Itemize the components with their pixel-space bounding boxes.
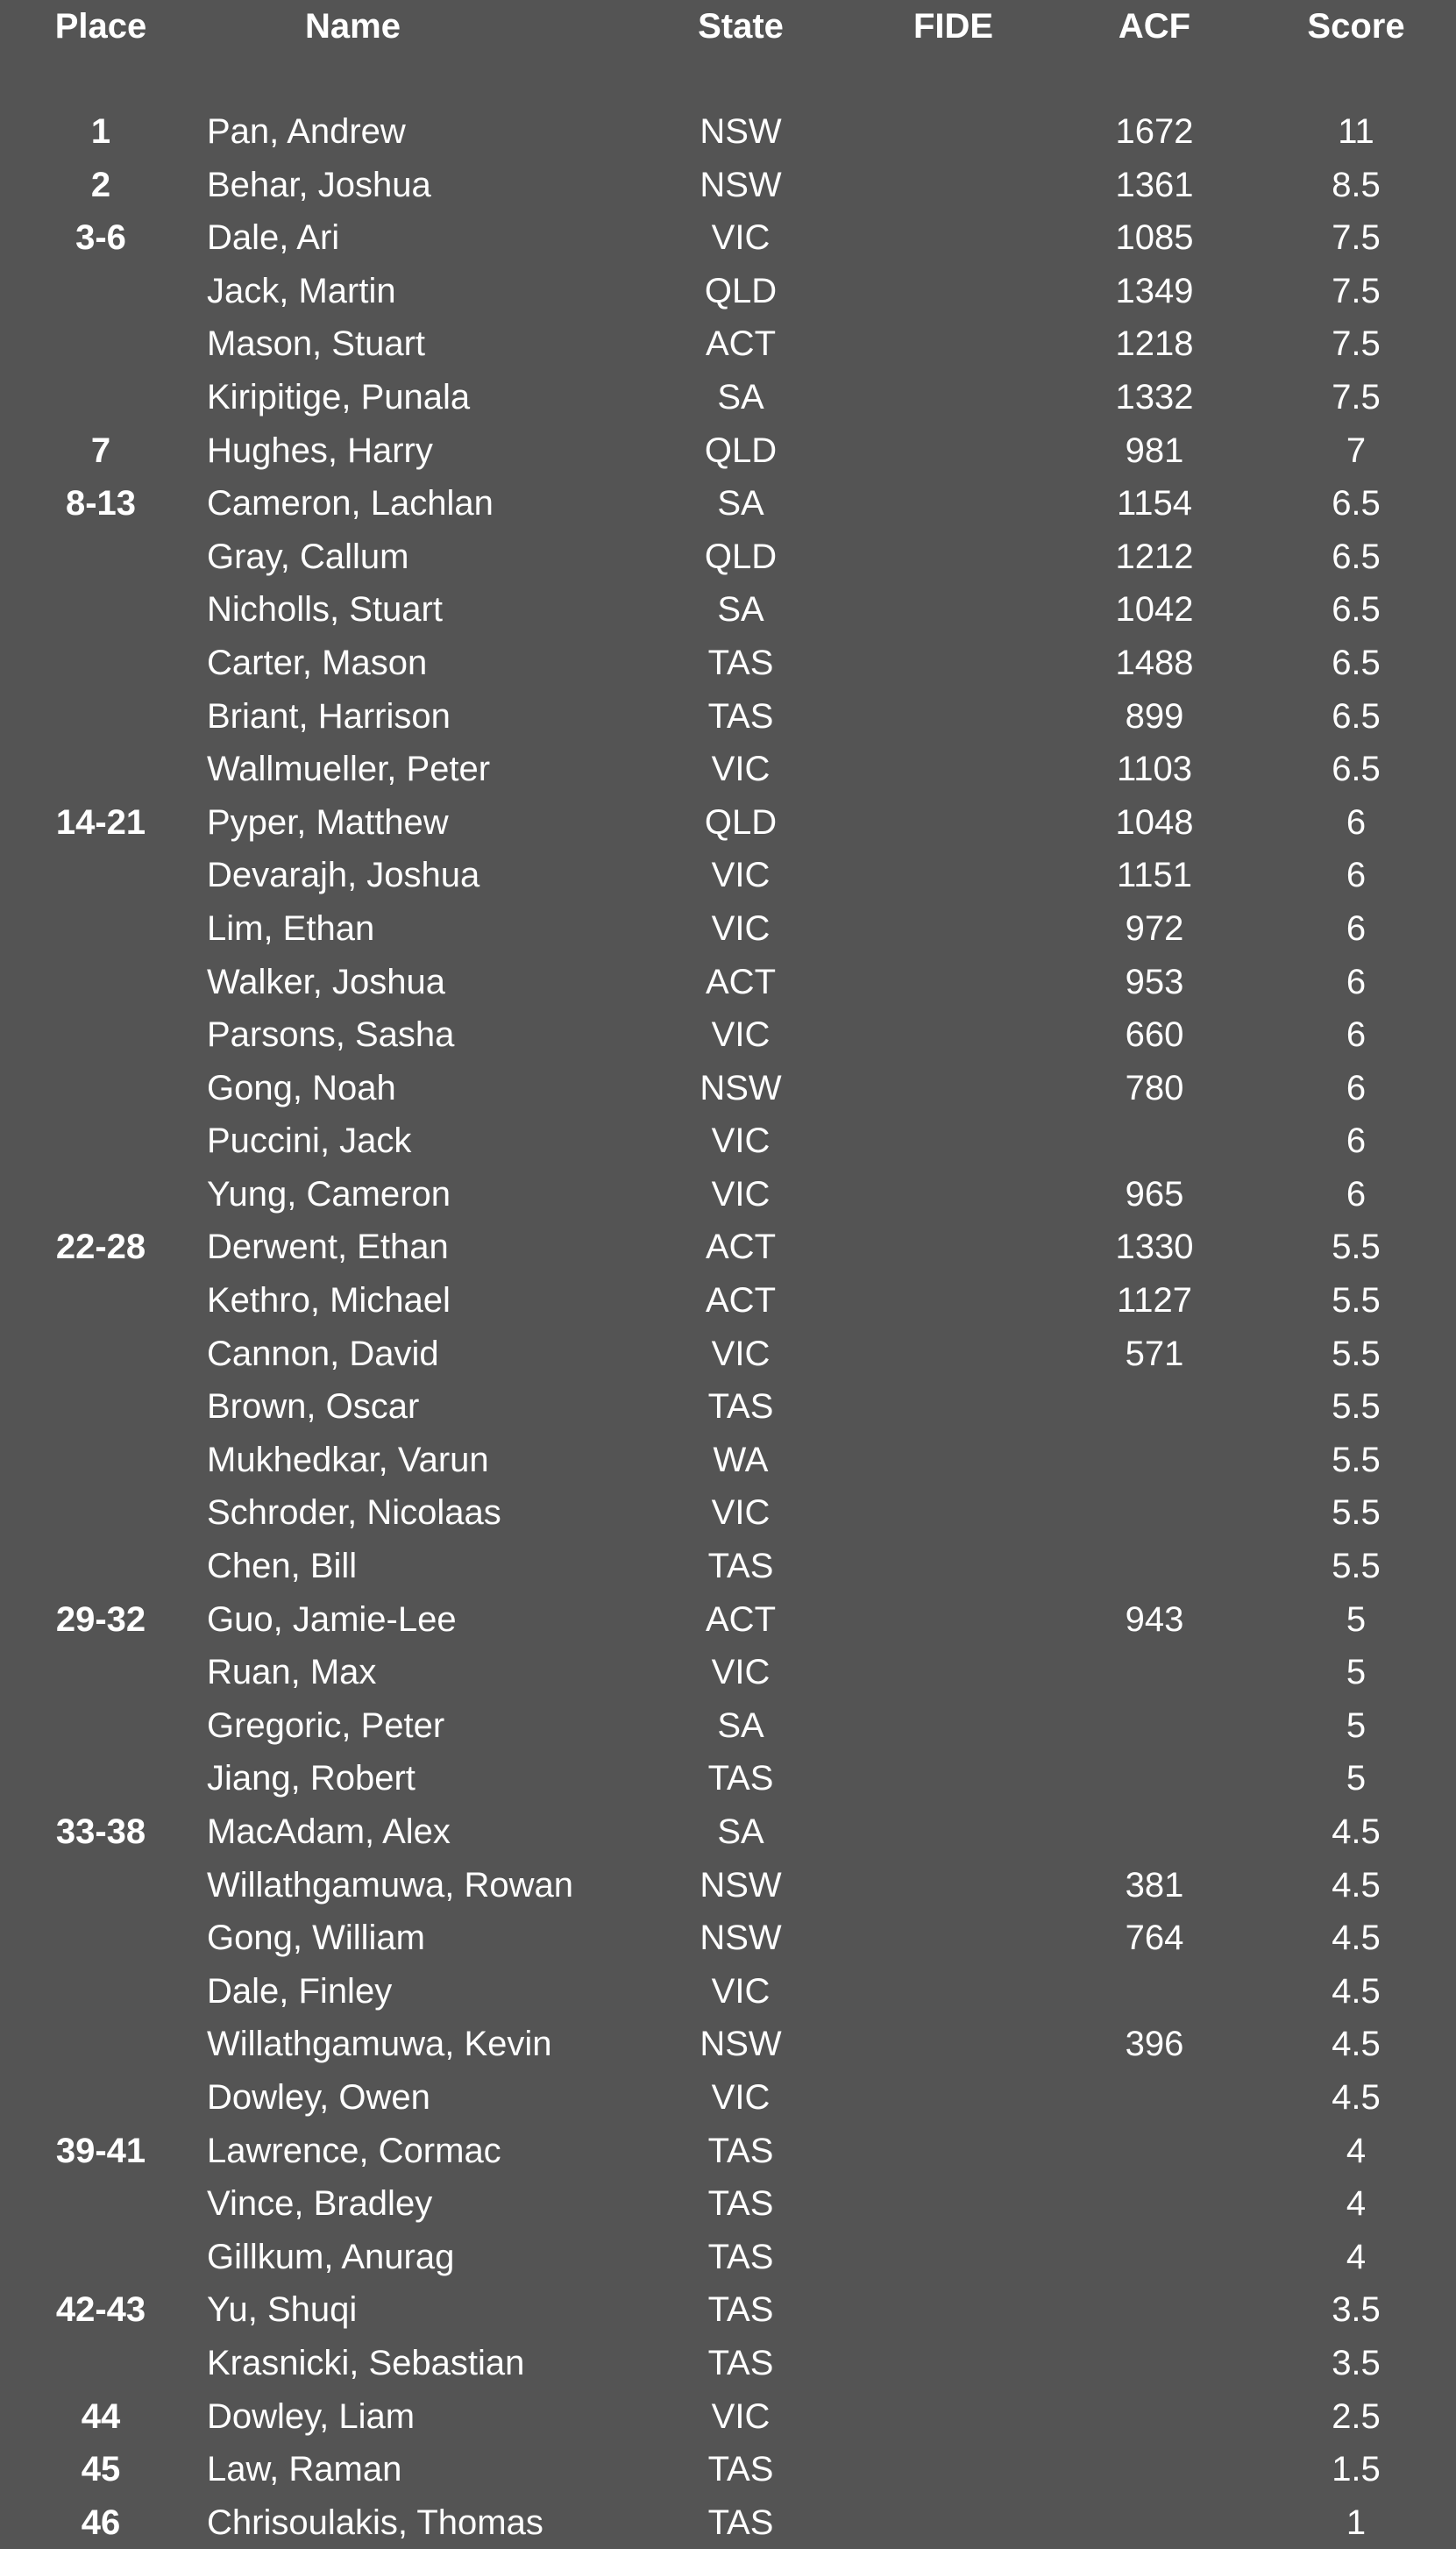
- score-cell: 4: [1346, 2131, 1367, 2170]
- acf-rating-cell: 1103: [1116, 750, 1192, 789]
- state-cell: NSW: [700, 112, 782, 151]
- score-cell: 5: [1346, 1599, 1367, 1639]
- acf-rating-cell: 571: [1125, 1334, 1184, 1373]
- acf-rating-cell: 660: [1125, 1015, 1184, 1055]
- table-row: [0, 1168, 1456, 1221]
- table-row: [0, 2071, 1456, 2125]
- score-cell: 5: [1346, 1653, 1367, 1692]
- name-cell: Gregoric, Peter: [207, 1705, 445, 1745]
- state-cell: SA: [717, 377, 764, 417]
- score-cell: 5.5: [1332, 1387, 1381, 1427]
- table-row: [0, 796, 1456, 850]
- name-cell: Lim, Ethan: [207, 908, 375, 948]
- acf-rating-cell: 1672: [1115, 112, 1194, 151]
- state-cell: QLD: [704, 537, 778, 576]
- acf-rating-cell: 981: [1125, 431, 1184, 470]
- name-cell: Ruan, Max: [207, 1653, 377, 1692]
- place-cell: 22-28: [55, 1228, 146, 1267]
- score-cell: 4: [1346, 2237, 1367, 2276]
- name-cell: Briant, Harrison: [207, 696, 451, 736]
- acf-rating-cell: 1332: [1115, 377, 1194, 417]
- score-cell: 6.5: [1332, 696, 1381, 736]
- table-row: [0, 1380, 1456, 1434]
- table-row: [0, 530, 1456, 584]
- acf-rating-cell: 1048: [1115, 802, 1194, 842]
- state-cell: VIC: [711, 2077, 771, 2117]
- state-cell: NSW: [700, 1919, 782, 1958]
- table-row: [0, 2283, 1456, 2337]
- name-cell: Parsons, Sasha: [207, 1015, 455, 1055]
- name-cell: Walker, Joshua: [207, 962, 445, 1001]
- table-row: [0, 1062, 1456, 1115]
- name-cell: MacAdam, Alex: [207, 1812, 451, 1851]
- header-spacer: [0, 53, 1456, 105]
- state-cell: ACT: [706, 324, 776, 364]
- header-state: State: [698, 7, 784, 46]
- state-cell: SA: [717, 484, 764, 523]
- state-cell: VIC: [711, 908, 771, 948]
- name-cell: Dowley, Liam: [207, 2396, 415, 2436]
- acf-rating-cell: 1330: [1115, 1228, 1194, 1267]
- acf-rating-cell: 1212: [1115, 537, 1194, 576]
- table-row: [0, 1805, 1456, 1859]
- score-cell: 1: [1346, 2503, 1367, 2542]
- state-cell: TAS: [707, 2290, 774, 2330]
- name-cell: Lawrence, Cormac: [207, 2131, 501, 2170]
- acf-rating-cell: 1488: [1115, 643, 1194, 682]
- name-cell: Chen, Bill: [207, 1547, 358, 1586]
- acf-rating-cell: 780: [1125, 1068, 1184, 1107]
- state-cell: TAS: [707, 2184, 774, 2224]
- name-cell: Willathgamuwa, Rowan: [207, 1865, 573, 1905]
- state-cell: VIC: [711, 856, 771, 895]
- state-cell: TAS: [707, 2131, 774, 2170]
- name-cell: Derwent, Ethan: [207, 1228, 449, 1267]
- place-cell: 8-13: [65, 484, 137, 523]
- place-cell: 14-21: [55, 802, 146, 842]
- name-cell: Pan, Andrew: [207, 112, 406, 151]
- acf-rating-cell: 965: [1125, 1174, 1184, 1214]
- table-row: [0, 1912, 1456, 1965]
- acf-rating-cell: 1042: [1115, 590, 1194, 630]
- table-row: [0, 2231, 1456, 2284]
- name-cell: Law, Raman: [207, 2450, 402, 2489]
- score-cell: 7.5: [1332, 271, 1381, 310]
- table-row: [0, 1699, 1456, 1753]
- state-cell: TAS: [707, 2343, 774, 2382]
- table-row: [0, 1008, 1456, 1062]
- header-place: Place: [54, 7, 147, 46]
- score-cell: 6.5: [1332, 643, 1381, 682]
- name-cell: Dale, Finley: [207, 1971, 393, 2011]
- name-cell: Gong, William: [207, 1919, 425, 1958]
- state-cell: SA: [717, 590, 764, 630]
- name-cell: Pyper, Matthew: [207, 802, 449, 842]
- score-cell: 5.5: [1332, 1547, 1381, 1586]
- table-row: [0, 902, 1456, 956]
- score-cell: 5.5: [1332, 1228, 1381, 1267]
- score-cell: 4.5: [1332, 1971, 1381, 2011]
- place-cell: 29-32: [55, 1599, 146, 1639]
- acf-rating-cell: 1151: [1116, 856, 1192, 895]
- score-cell: 4.5: [1332, 2025, 1381, 2064]
- state-cell: VIC: [711, 750, 771, 789]
- name-cell: Kiripitige, Punala: [207, 377, 471, 417]
- state-cell: VIC: [711, 1493, 771, 1533]
- score-cell: 1.5: [1332, 2450, 1381, 2489]
- score-cell: 5.5: [1332, 1281, 1381, 1321]
- name-cell: Devarajh, Joshua: [207, 856, 480, 895]
- table-row: [0, 1221, 1456, 1274]
- acf-rating-cell: 1361: [1115, 165, 1194, 204]
- state-cell: ACT: [706, 962, 776, 1001]
- state-cell: TAS: [707, 643, 774, 682]
- table-body: [0, 105, 1456, 2549]
- acf-rating-cell: 1154: [1116, 484, 1192, 523]
- state-cell: QLD: [704, 271, 778, 310]
- state-cell: VIC: [711, 1015, 771, 1055]
- name-cell: Behar, Joshua: [207, 165, 431, 204]
- score-cell: 6: [1346, 1121, 1367, 1161]
- table-row: [0, 1540, 1456, 1593]
- name-cell: Dale, Ari: [207, 218, 340, 258]
- score-cell: 6.5: [1332, 590, 1381, 630]
- name-cell: Chrisoulakis, Thomas: [207, 2503, 543, 2542]
- acf-rating-cell: 1127: [1116, 1281, 1192, 1321]
- name-cell: Puccini, Jack: [207, 1121, 412, 1161]
- table-row: [0, 1434, 1456, 1487]
- state-cell: VIC: [711, 1653, 771, 1692]
- table-row: [0, 2443, 1456, 2496]
- state-cell: TAS: [707, 2237, 774, 2276]
- state-cell: TAS: [707, 1759, 774, 1798]
- score-cell: 6: [1346, 1068, 1367, 1107]
- table-row: [0, 743, 1456, 796]
- name-cell: Mason, Stuart: [207, 324, 426, 364]
- state-cell: VIC: [711, 2396, 771, 2436]
- state-cell: VIC: [711, 218, 771, 258]
- score-cell: 7: [1346, 431, 1367, 470]
- score-cell: 4.5: [1332, 2077, 1381, 2117]
- score-cell: 7.5: [1332, 377, 1381, 417]
- acf-rating-cell: 764: [1125, 1919, 1184, 1958]
- score-cell: 6: [1346, 1015, 1367, 1055]
- place-cell: 2: [90, 165, 111, 204]
- score-cell: 8.5: [1332, 165, 1381, 204]
- place-cell: 33-38: [55, 1812, 146, 1851]
- acf-rating-cell: 381: [1125, 1865, 1184, 1905]
- score-cell: 7.5: [1332, 218, 1381, 258]
- table-row: [0, 2390, 1456, 2444]
- state-cell: VIC: [711, 1121, 771, 1161]
- table-row: [0, 1486, 1456, 1540]
- state-cell: VIC: [711, 1174, 771, 1214]
- acf-rating-cell: 899: [1125, 696, 1184, 736]
- name-cell: Jack, Martin: [207, 271, 396, 310]
- table-row: [0, 1114, 1456, 1168]
- score-cell: 5.5: [1332, 1334, 1381, 1373]
- place-cell: 45: [81, 2450, 121, 2489]
- state-cell: SA: [717, 1705, 764, 1745]
- table-row: [0, 1752, 1456, 1805]
- name-cell: Yu, Shuqi: [207, 2290, 358, 2330]
- table-row: [0, 159, 1456, 212]
- header-fide: FIDE: [913, 7, 994, 46]
- table-row: [0, 2496, 1456, 2549]
- score-cell: 6.5: [1332, 537, 1381, 576]
- state-cell: SA: [717, 1812, 764, 1851]
- state-cell: QLD: [704, 431, 778, 470]
- state-cell: ACT: [706, 1228, 776, 1267]
- name-cell: Gong, Noah: [207, 1068, 396, 1107]
- name-cell: Willathgamuwa, Kevin: [207, 2025, 552, 2064]
- name-cell: Vince, Bradley: [207, 2184, 433, 2224]
- state-cell: NSW: [700, 2025, 782, 2064]
- score-cell: 4.5: [1332, 1812, 1381, 1851]
- acf-rating-cell: 953: [1125, 962, 1184, 1001]
- state-cell: NSW: [700, 1865, 782, 1905]
- state-cell: ACT: [706, 1599, 776, 1639]
- name-cell: Gray, Callum: [207, 537, 409, 576]
- table-header: [0, 0, 1456, 53]
- state-cell: TAS: [707, 2450, 774, 2489]
- table-row: [0, 1593, 1456, 1647]
- name-cell: Cannon, David: [207, 1334, 439, 1373]
- name-cell: Hughes, Harry: [207, 431, 433, 470]
- score-cell: 6: [1346, 802, 1367, 842]
- table-row: [0, 956, 1456, 1009]
- score-cell: 5: [1346, 1705, 1367, 1745]
- state-cell: NSW: [700, 165, 782, 204]
- name-cell: Brown, Oscar: [207, 1387, 420, 1427]
- acf-rating-cell: 1085: [1115, 218, 1194, 258]
- score-cell: 6: [1346, 908, 1367, 948]
- table-row: [0, 105, 1456, 159]
- table-row: [0, 1859, 1456, 1912]
- table-row: [0, 477, 1456, 530]
- score-cell: 4.5: [1332, 1865, 1381, 1905]
- place-cell: 39-41: [55, 2131, 146, 2170]
- header-acf: ACF: [1118, 7, 1191, 46]
- table-row: [0, 1328, 1456, 1381]
- place-cell: 3-6: [75, 218, 126, 258]
- score-cell: 3.5: [1332, 2343, 1381, 2382]
- name-cell: Carter, Mason: [207, 643, 428, 682]
- place-cell: 7: [90, 431, 111, 470]
- score-cell: 4: [1346, 2184, 1367, 2224]
- name-cell: Gillkum, Anurag: [207, 2237, 455, 2276]
- score-cell: 2.5: [1332, 2396, 1381, 2436]
- state-cell: TAS: [707, 696, 774, 736]
- name-cell: Cameron, Lachlan: [207, 484, 494, 523]
- table-row: [0, 1274, 1456, 1328]
- table-row: [0, 583, 1456, 637]
- score-cell: 7.5: [1332, 324, 1381, 364]
- score-cell: 3.5: [1332, 2290, 1381, 2330]
- state-cell: TAS: [707, 1387, 774, 1427]
- state-cell: WA: [713, 1440, 769, 1479]
- name-cell: Krasnicki, Sebastian: [207, 2343, 525, 2382]
- place-cell: 44: [81, 2396, 121, 2436]
- table-row: [0, 637, 1456, 690]
- state-cell: ACT: [706, 1281, 776, 1321]
- score-cell: 4.5: [1332, 1919, 1381, 1958]
- table-row: [0, 2177, 1456, 2231]
- name-cell: Wallmueller, Peter: [207, 750, 491, 789]
- table-row: [0, 1965, 1456, 2019]
- table-row: [0, 690, 1456, 744]
- table-row: [0, 424, 1456, 478]
- table-row: [0, 265, 1456, 318]
- name-cell: Jiang, Robert: [207, 1759, 415, 1798]
- state-cell: VIC: [711, 1334, 771, 1373]
- acf-rating-cell: 943: [1125, 1599, 1184, 1639]
- state-cell: NSW: [700, 1068, 782, 1107]
- place-cell: 1: [90, 112, 111, 151]
- score-cell: 11: [1338, 112, 1374, 151]
- acf-rating-cell: 396: [1125, 2025, 1184, 2064]
- name-cell: Nicholls, Stuart: [207, 590, 443, 630]
- name-cell: Yung, Cameron: [207, 1174, 451, 1214]
- acf-rating-cell: 1349: [1115, 271, 1194, 310]
- score-cell: 5.5: [1332, 1440, 1381, 1479]
- name-cell: Kethro, Michael: [207, 1281, 451, 1321]
- name-cell: Mukhedkar, Varun: [207, 1440, 489, 1479]
- score-cell: 5.5: [1332, 1493, 1381, 1533]
- score-cell: 6: [1346, 962, 1367, 1001]
- acf-rating-cell: 1218: [1115, 324, 1194, 364]
- score-cell: 6.5: [1332, 750, 1381, 789]
- name-cell: Dowley, Owen: [207, 2077, 430, 2117]
- score-cell: 6.5: [1332, 484, 1381, 523]
- table-row: [0, 2337, 1456, 2390]
- score-cell: 6: [1346, 1174, 1367, 1214]
- table-row: [0, 371, 1456, 424]
- table-row: [0, 317, 1456, 371]
- state-cell: VIC: [711, 1971, 771, 2011]
- score-cell: 5: [1346, 1759, 1367, 1798]
- table-row: [0, 211, 1456, 265]
- place-cell: 42-43: [55, 2290, 146, 2330]
- name-cell: Guo, Jamie-Lee: [207, 1599, 457, 1639]
- header-name: Name: [305, 7, 401, 46]
- state-cell: TAS: [707, 2503, 774, 2542]
- state-cell: TAS: [707, 1547, 774, 1586]
- table-row: [0, 1646, 1456, 1699]
- header-score: Score: [1307, 7, 1405, 46]
- table-row: [0, 849, 1456, 902]
- acf-rating-cell: 972: [1125, 908, 1184, 948]
- table-row: [0, 2125, 1456, 2178]
- table-row: [0, 2018, 1456, 2071]
- score-cell: 6: [1346, 856, 1367, 895]
- name-cell: Schroder, Nicolaas: [207, 1493, 501, 1533]
- state-cell: QLD: [704, 802, 778, 842]
- place-cell: 46: [81, 2503, 121, 2542]
